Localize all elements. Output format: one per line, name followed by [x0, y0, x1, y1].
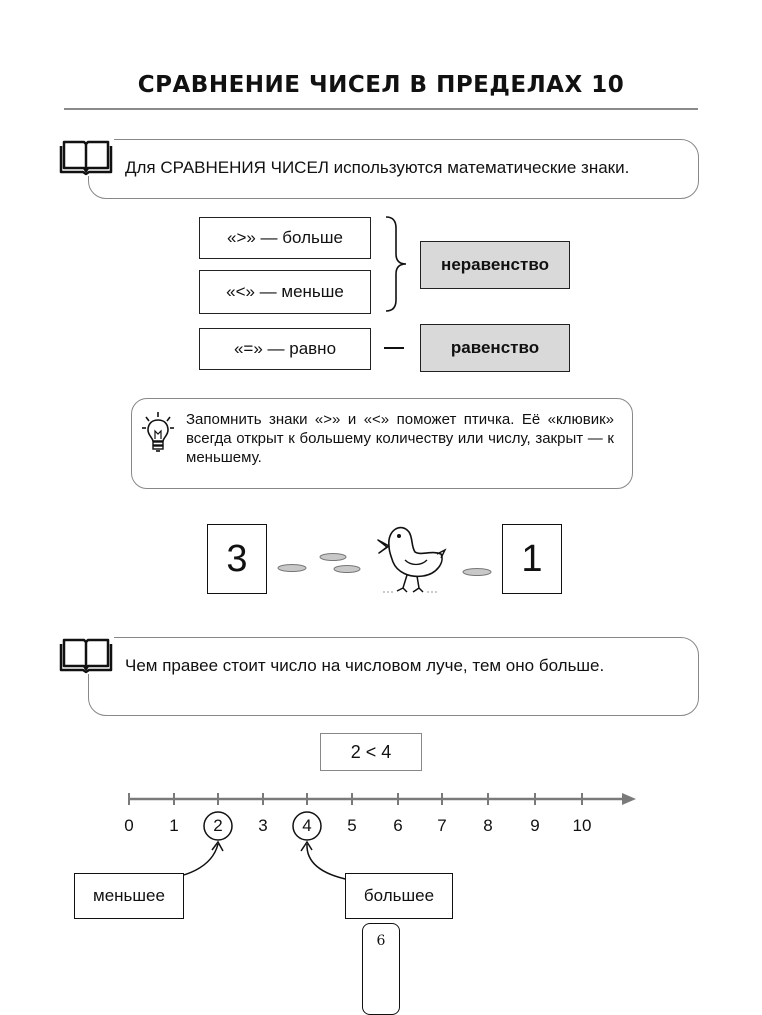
rule-note-1-text: Для СРАВНЕНИЯ ЧИСЕЛ используются математические знаки. — [125, 158, 630, 177]
arrow-to-4 — [307, 844, 350, 880]
less-sign-box: «<» — меньше — [199, 270, 371, 314]
tick-label-7: 7 — [437, 816, 447, 835]
tick-label-4: 4 — [302, 816, 312, 835]
title-divider — [64, 108, 698, 110]
tip-note — [131, 398, 633, 489]
equality-dash — [384, 347, 404, 349]
book-icon — [58, 138, 114, 176]
tick-label-9: 9 — [530, 816, 540, 835]
rule-note-1 — [88, 139, 699, 199]
tick-label-8: 8 — [483, 816, 493, 835]
tick-label-2: 2 — [213, 816, 223, 835]
equality-term-box: равенство — [420, 324, 570, 372]
bird-icon — [375, 516, 450, 594]
larger-label-box: большее — [345, 873, 453, 919]
inequality-term-box: неравенство — [420, 241, 570, 289]
tip-text: Запомнить знаки «>» и «<» поможет птичка. Её «клювик» всегда открыт к большему количеству или числу, закрыт — к меньшему. — [186, 411, 614, 466]
lightbulb-icon — [141, 411, 175, 455]
rule-note-2 — [88, 637, 699, 716]
greater-sign-box: «>» — больше — [199, 217, 371, 259]
equal-sign-box: «=» — равно — [199, 328, 371, 370]
tick-label-10: 10 — [572, 816, 592, 835]
number-box-left: 3 — [207, 524, 267, 594]
number-box-right: 1 — [502, 524, 562, 594]
smaller-label-box: меньшее — [74, 873, 184, 919]
tick-label-3: 3 — [258, 816, 268, 835]
book-icon — [58, 636, 114, 674]
tick-label-5: 5 — [347, 816, 357, 835]
curly-brace — [380, 214, 410, 314]
inequality-example-box: 2 < 4 — [320, 733, 422, 771]
page-number-tab — [362, 923, 400, 1015]
page-title: СРАВНЕНИЕ ЧИСЕЛ В ПРЕДЕЛАХ 10 — [137, 72, 625, 98]
tick-label-1: 1 — [169, 816, 179, 835]
tick-label-0: 0 — [124, 816, 134, 835]
tick-label-6: 6 — [393, 816, 403, 835]
page-number: 6 — [376, 933, 386, 949]
rule-note-2-text: Чем правее стоит число на числовом луче, тем оно больше. — [125, 656, 605, 675]
